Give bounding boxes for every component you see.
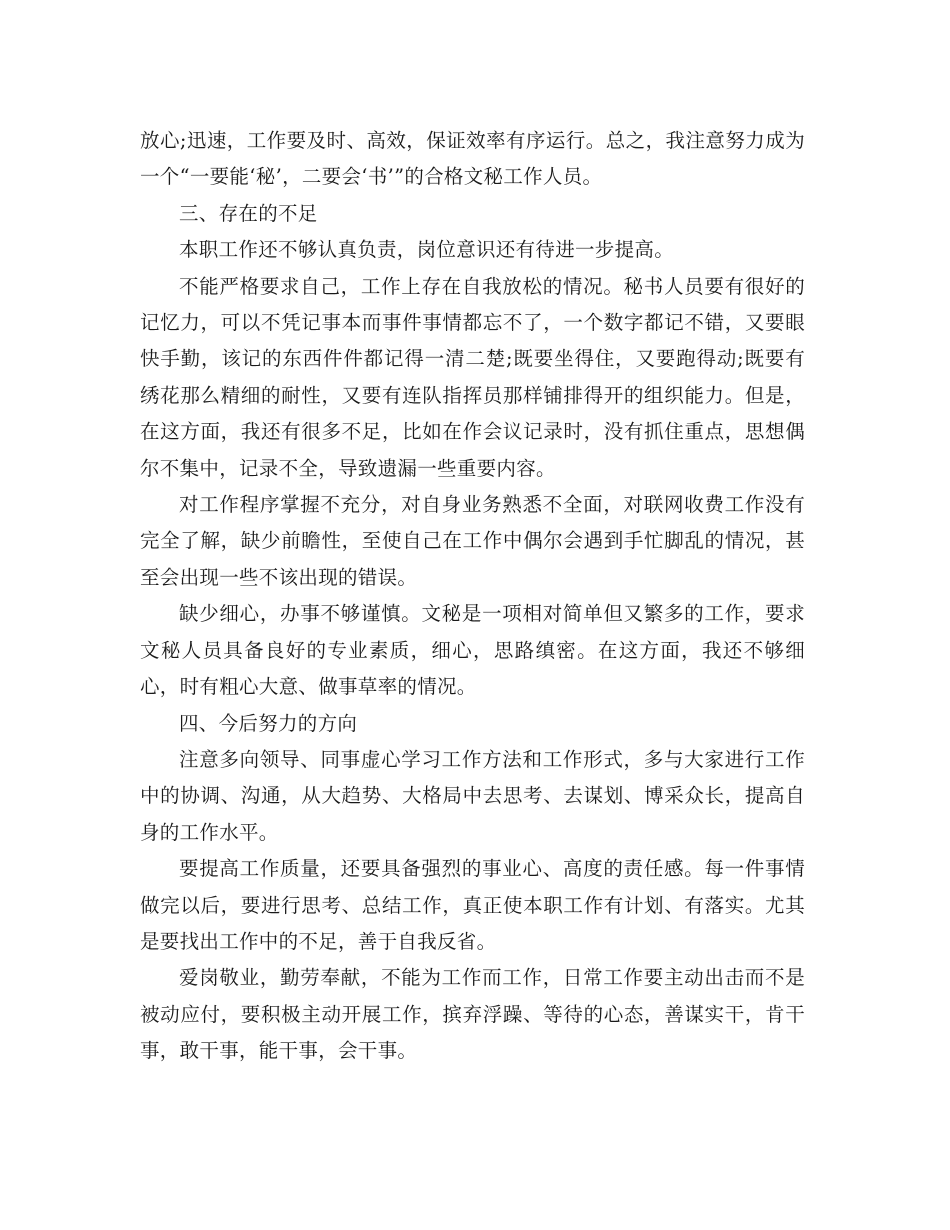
paragraph: 不能严格要求自己，工作上存在自我放松的情况。秘书人员要有很好的记忆力，可以不凭记事本而事件事情都忘不了，一个数字都记不错，又要眼快手勤，该记的东西件件都记得一清二楚;既要坐得住，又要跑得动;既要有绣花那么精细的耐性，又要有连队指挥员那样铺排得开的组织能力。但是，在这方面，我还有很多不足，比如在作会议记录时，没有抓住重点，思想偶尔不集中，记录不全，导致遗漏一些重要内容。	[140, 274, 805, 480]
section-heading-future-direction: 四、今后努力的方向	[179, 711, 358, 735]
paragraph: 缺少细心，办事不够谨慎。文秘是一项相对简单但又繁多的工作，要求文秘人员具备良好的专业素质，细心，思路缜密。在这方面，我还不够细心，时有粗心大意、做事草率的情况。	[140, 602, 805, 699]
paragraph: 要提高工作质量，还要具备强烈的事业心、高度的责任感。每一件事情做完以后，要进行思考、总结工作，真正使本职工作有计划、有落实。尤其是要找出工作中的不足，善于自我反省。	[140, 857, 805, 953]
paragraph: 对工作程序掌握不充分，对自身业务熟悉不全面，对联网收费工作没有完全了解，缺少前瞻性，至使自己在工作中偶尔会遇到手忙脚乱的情况，甚至会出现一些不该出现的错误。	[140, 493, 805, 589]
section-heading-shortcomings: 三、存在的不足	[179, 201, 318, 225]
document-body	[140, 123, 805, 1070]
paragraph: 本职工作还不够认真负责，岗位意识还有待进一步提高。	[179, 238, 675, 262]
paragraph-continuation: 放心;迅速，工作要及时、高效，保证效率有序运行。总之，我注意努力成为一个“一要能‘秘’，二要会‘书’”的合格文秘工作人员。	[140, 129, 805, 189]
paragraph: 爱岗敬业，勤劳奉献，不能为工作而工作，日常工作要主动出击而不是被动应付，要积极主动开展工作，摈弃浮躁、等待的心态，善谋实干，肯干事，敢干事，能干事，会干事。	[140, 966, 805, 1063]
paragraph: 注意多向领导、同事虚心学习工作方法和工作形式，多与大家进行工作中的协调、沟通，从大趋势、大格局中去思考、去谋划、博采众长，提高自身的工作水平。	[140, 747, 805, 844]
